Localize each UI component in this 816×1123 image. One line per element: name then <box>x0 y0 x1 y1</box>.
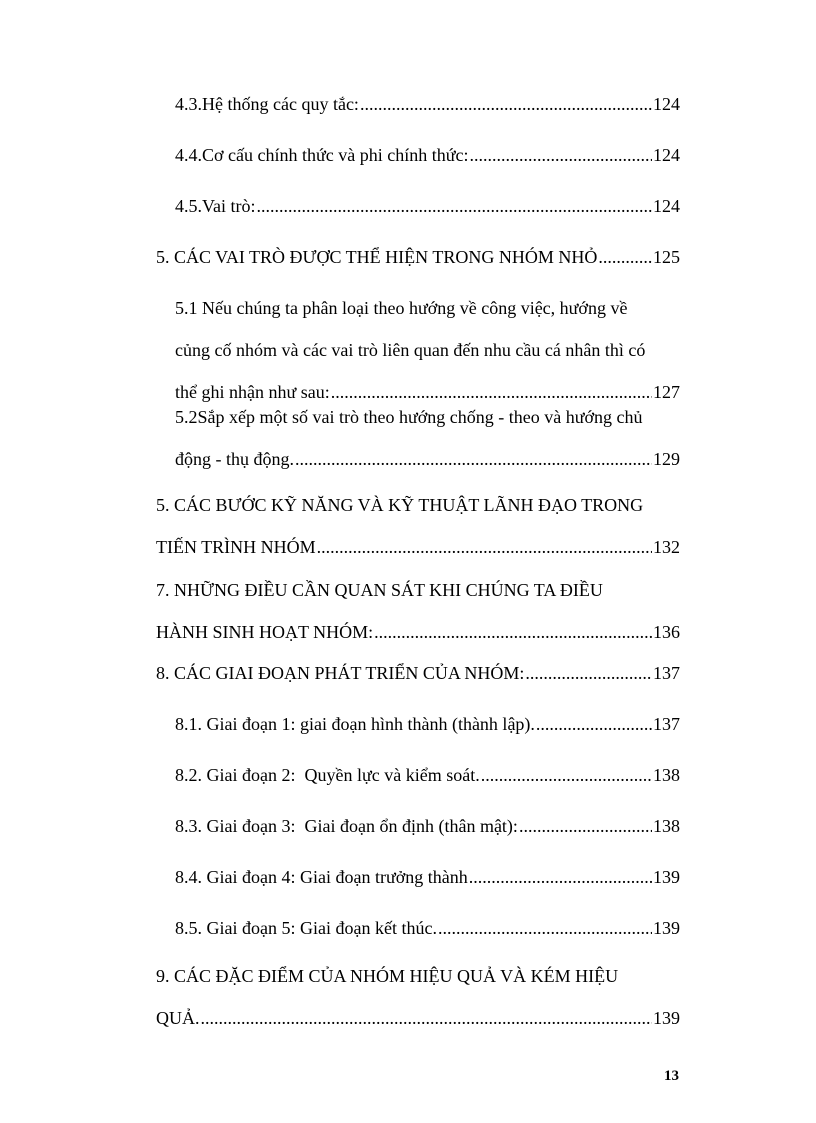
toc-entry-7[interactable] <box>156 580 680 643</box>
toc-leader-dots <box>295 449 652 470</box>
toc-page-number: 137 <box>653 714 680 734</box>
toc-page-number: 139 <box>653 918 680 938</box>
toc-page-number: 138 <box>653 765 680 785</box>
toc-entry-text: 8. CÁC GIAI ĐOẠN PHÁT TRIỂN CỦA NHÓM: <box>156 663 525 683</box>
toc-entry-text: 8.4. Giai đoạn 4: Giai đoạn trưởng thành <box>175 867 468 887</box>
toc-entry-text: 9. CÁC ĐẶC ĐIỂM CỦA NHÓM HIỆU QUẢ VÀ KÉM HIỆU <box>156 966 619 986</box>
toc-entry-4-3[interactable] <box>175 94 680 115</box>
toc-entry-8-5[interactable] <box>175 918 680 939</box>
toc-entry-text: QUẢ. <box>156 1008 200 1028</box>
toc-leader-dots <box>519 816 652 837</box>
toc-leader-dots <box>469 145 652 166</box>
toc-page-number: 138 <box>653 816 680 836</box>
toc-page-number: 124 <box>653 94 680 114</box>
toc-page-number: 129 <box>653 449 680 469</box>
toc-entry-4-5[interactable] <box>175 196 680 217</box>
toc-leader-dots <box>438 918 652 939</box>
toc-entry-8[interactable] <box>156 663 680 684</box>
toc-page-number: 125 <box>653 247 680 267</box>
toc-entry-text: TIẾN TRÌNH NHÓM <box>156 537 316 557</box>
toc-page-number: 127 <box>653 382 680 402</box>
toc-entry-text: 7. NHỮNG ĐIỀU CẦN QUAN SÁT KHI CHÚNG TA ĐIỀU <box>156 580 603 600</box>
toc-entry-text: 5.1 Nếu chúng ta phân loại theo hướng về công việc, hướng về <box>175 298 628 318</box>
toc-entry-4-4[interactable] <box>175 145 680 166</box>
toc-page-number: 139 <box>653 867 680 887</box>
toc-entry-5-1[interactable] <box>175 298 680 403</box>
toc-entry-text: 4.4.Cơ cấu chính thức và phi chính thức: <box>175 145 469 165</box>
toc-leader-dots <box>360 94 652 115</box>
toc-leader-dots <box>481 765 652 786</box>
toc-leader-dots <box>598 247 652 268</box>
toc-entry-text: 8.5. Giai đoạn 5: Giai đoạn kết thúc. <box>175 918 437 938</box>
toc-leader-dots <box>331 382 652 403</box>
toc-entry-text: củng cố nhóm và các vai trò liên quan đến nhu cầu cá nhân thì có <box>175 340 646 360</box>
toc-page-number: 136 <box>653 622 680 642</box>
toc-leader-dots <box>257 196 653 217</box>
toc-entry-8-2[interactable] <box>175 765 680 786</box>
toc-entry-text: động - thụ động. <box>175 449 294 469</box>
toc-leader-dots <box>201 1008 653 1029</box>
toc-entry-text: 4.3.Hệ thống các quy tắc: <box>175 94 359 114</box>
toc-entry-5-skills[interactable] <box>156 495 680 558</box>
toc-leader-dots <box>374 622 652 643</box>
toc-entry-text: thể ghi nhận như sau: <box>175 382 330 402</box>
toc-page-number: 124 <box>653 196 680 216</box>
toc-entry-9[interactable] <box>156 966 680 1029</box>
toc-entry-8-3[interactable] <box>175 816 680 837</box>
toc-entry-text: 4.5.Vai trò: <box>175 196 256 216</box>
toc-leader-dots <box>525 663 652 684</box>
toc-entry-text: 8.2. Giai đoạn 2: Quyền lực và kiểm soát. <box>175 765 480 785</box>
toc-entry-text: 8.1. Giai đoạn 1: giai đoạn hình thành (thành lập). <box>175 714 535 734</box>
toc-entry-5-2[interactable] <box>175 407 680 470</box>
toc-entry-text: 8.3. Giai đoạn 3: Giai đoạn ổn định (thân mật): <box>175 816 518 836</box>
toc-entry-text: HÀNH SINH HOẠT NHÓM: <box>156 622 374 642</box>
toc-page-number: 132 <box>653 537 680 557</box>
toc-leader-dots <box>536 714 652 735</box>
toc-page-number: 124 <box>653 145 680 165</box>
toc-leader-dots <box>317 537 652 558</box>
toc-page-number: 139 <box>653 1008 680 1028</box>
toc-entry-8-1[interactable] <box>175 714 680 735</box>
toc-page-number: 137 <box>653 663 680 683</box>
toc-entry-8-4[interactable] <box>175 867 680 888</box>
toc-entry-text: 5. CÁC BƯỚC KỸ NĂNG VÀ KỸ THUẬT LÃNH ĐẠO TRONG <box>156 495 644 515</box>
toc-entry-text: 5. CÁC VAI TRÒ ĐƯỢC THỂ HIỆN TRONG NHÓM NHỎ <box>156 247 598 267</box>
toc-leader-dots <box>469 867 652 888</box>
toc-entry-text: 5.2Sắp xếp một số vai trò theo hướng chống - theo và hướng chủ <box>175 407 643 427</box>
page-number: 13 <box>664 1068 679 1084</box>
toc-entry-5[interactable] <box>156 247 680 268</box>
